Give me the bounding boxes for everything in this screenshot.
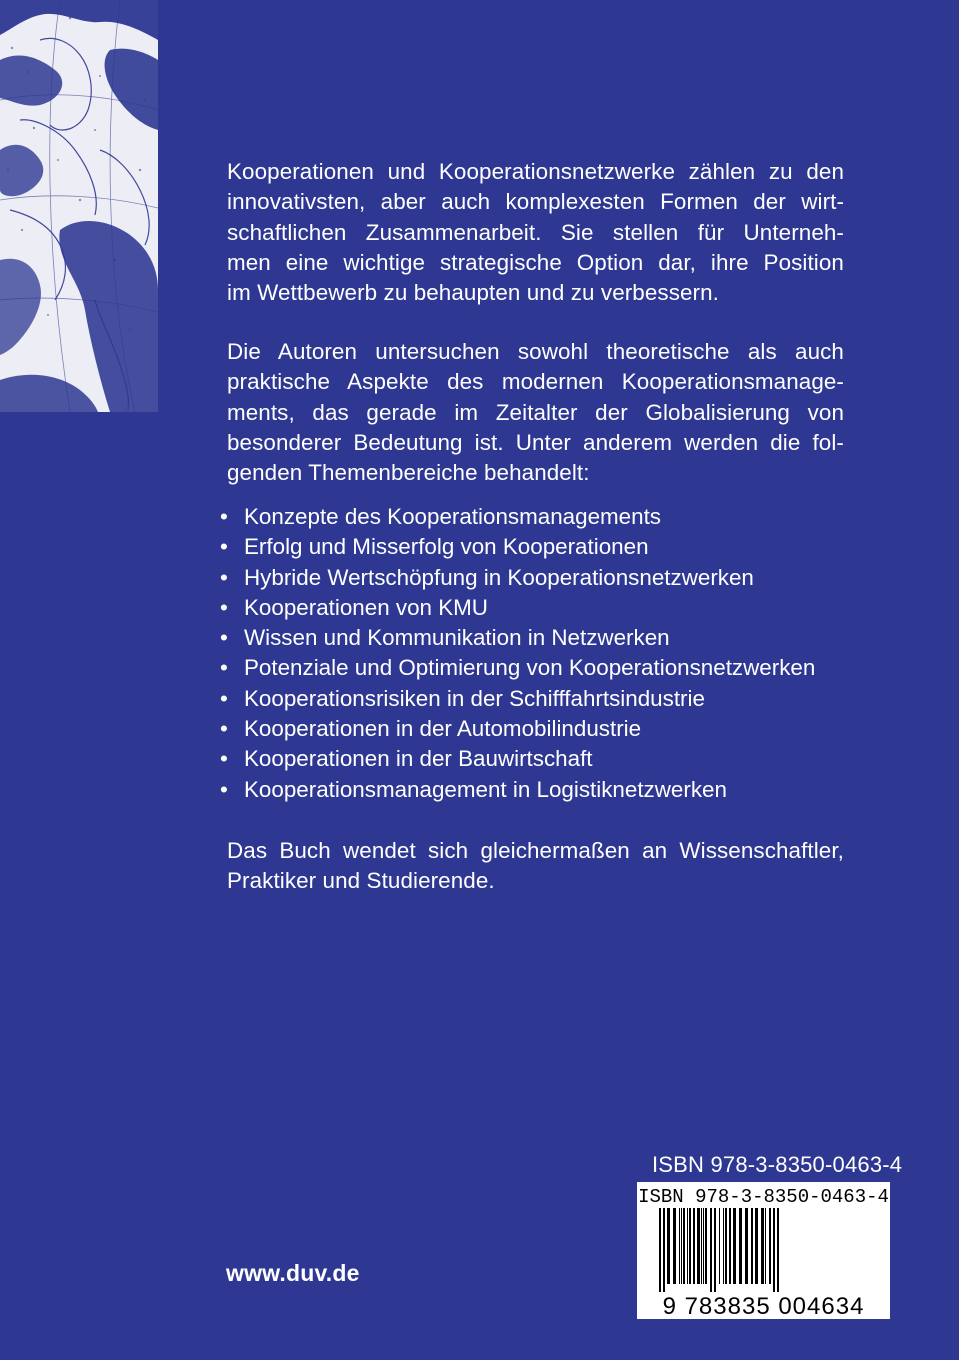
barcode-bar xyxy=(705,1208,707,1284)
barcode-bar xyxy=(689,1208,691,1284)
barcode-bar xyxy=(739,1208,742,1284)
bullet-icon: • xyxy=(220,564,228,590)
authors-paragraph xyxy=(227,337,844,488)
bullet-icon: • xyxy=(220,655,228,681)
text-line: Kooperationen und Kooperationsnetzwerke zählen zu den xyxy=(227,159,844,184)
text-line: im Wettbewerb zu behaupten und zu verbessern. xyxy=(227,280,719,306)
barcode-digits: 9 783835 004634 xyxy=(662,1293,865,1319)
publisher-website: www.duv.de xyxy=(226,1260,360,1286)
list-item xyxy=(218,653,815,683)
barcode-bar xyxy=(723,1208,724,1284)
list-item-label: Kooperationsmanagement in Logistiknetzwerken xyxy=(244,776,727,802)
bullet-icon: • xyxy=(220,534,228,560)
barcode-graphic xyxy=(637,1182,890,1319)
list-item-label: Kooperationsrisiken in der Schifffahrtsindustrie xyxy=(244,685,705,711)
list-item xyxy=(218,502,815,532)
barcode-bar xyxy=(719,1208,720,1284)
bullet-icon: • xyxy=(220,776,228,802)
barcode-bar xyxy=(701,1208,702,1284)
bullet-icon: • xyxy=(220,746,228,772)
text-line: genden Themenbereiche behandelt: xyxy=(227,460,590,486)
barcode-bar xyxy=(773,1208,775,1292)
isbn-label: ISBN 978-3-8350-0463-4 xyxy=(652,1152,903,1177)
list-item xyxy=(218,563,815,593)
barcode-bar xyxy=(697,1208,700,1284)
text-line: Praktiker und Studierende. xyxy=(227,868,495,894)
barcode-bar xyxy=(667,1208,670,1284)
bullet-icon: • xyxy=(220,716,228,742)
barcode-bar xyxy=(745,1208,748,1284)
bullet-icon: • xyxy=(220,685,228,711)
barcode-bar xyxy=(769,1208,771,1284)
list-item-label: Erfolg und Misserfolg von Kooperationen xyxy=(244,534,649,560)
barcode-bar xyxy=(659,1208,661,1292)
barcode-bar xyxy=(687,1208,688,1284)
list-item-label: Kooperationen von KMU xyxy=(244,594,488,620)
list-item-label: Wissen und Kommunikation in Netzwerken xyxy=(244,625,670,651)
barcode-isbn-text: ISBN 978-3-8350-0463-4 xyxy=(638,1186,889,1208)
list-item xyxy=(218,775,815,805)
list-item xyxy=(218,714,815,744)
text-line: praktische Aspekte des modernen Kooperationsmanage- xyxy=(227,369,844,395)
barcode-bar xyxy=(663,1208,665,1292)
barcode-bar xyxy=(733,1208,736,1284)
list-item xyxy=(218,532,815,562)
globe-illustration xyxy=(0,0,158,412)
list-item xyxy=(218,623,815,653)
text-line: Das Buch wendet sich gleichermaßen an Wissenschaftler, xyxy=(227,838,844,863)
barcode-bar xyxy=(681,1208,682,1284)
text-line: men eine wichtige strategische Option dar, ihre Position xyxy=(227,249,844,275)
text-line: innovativsten, aber auch komplexesten Formen der wirt- xyxy=(227,189,844,215)
text-line: ments, das gerade im Zeitalter der Globalisierung von xyxy=(227,399,844,425)
bullet-icon: • xyxy=(220,504,228,529)
barcode-bar xyxy=(751,1208,753,1284)
barcode-bar xyxy=(693,1208,695,1284)
list-item-label: Potenziale und Optimierung von Kooperationsnetzwerken xyxy=(244,655,816,681)
list-item-label: Hybride Wertschöpfung in Kooperationsnetzwerken xyxy=(244,564,754,590)
barcode-bar xyxy=(703,1208,704,1284)
barcode-bar xyxy=(673,1208,676,1284)
barcode-bar xyxy=(761,1208,764,1284)
intro-paragraph xyxy=(227,157,844,308)
barcode-bar xyxy=(765,1208,766,1284)
text-line: schaftlichen Zusammenarbeit. Sie stellen für Unterneh- xyxy=(227,219,844,245)
bullet-icon: • xyxy=(220,594,228,620)
list-item xyxy=(218,593,815,623)
list-item-label: Kooperationen in der Bauwirtschaft xyxy=(244,746,593,772)
barcode-bar xyxy=(714,1208,716,1292)
text-line: Die Autoren untersuchen sowohl theoretische als auch xyxy=(227,339,844,364)
list-item-label: Kooperationen in der Automobilindustrie xyxy=(244,716,642,742)
barcode-bar xyxy=(679,1208,680,1284)
barcode-bar xyxy=(710,1208,712,1292)
barcode-bar xyxy=(755,1208,758,1284)
audience-paragraph xyxy=(227,836,844,897)
barcode-bar xyxy=(777,1208,779,1292)
list-item-label: Konzepte des Kooperationsmanagements xyxy=(244,504,661,529)
text-line: besonderer Bedeutung ist. Unter anderem werden die fol- xyxy=(227,429,844,455)
topics-list xyxy=(218,502,815,805)
bullet-icon: • xyxy=(220,625,228,651)
barcode-bar xyxy=(725,1208,727,1284)
barcode-bar xyxy=(683,1208,685,1284)
list-item xyxy=(218,744,815,774)
barcode-bar xyxy=(729,1208,731,1284)
list-item xyxy=(218,684,815,714)
